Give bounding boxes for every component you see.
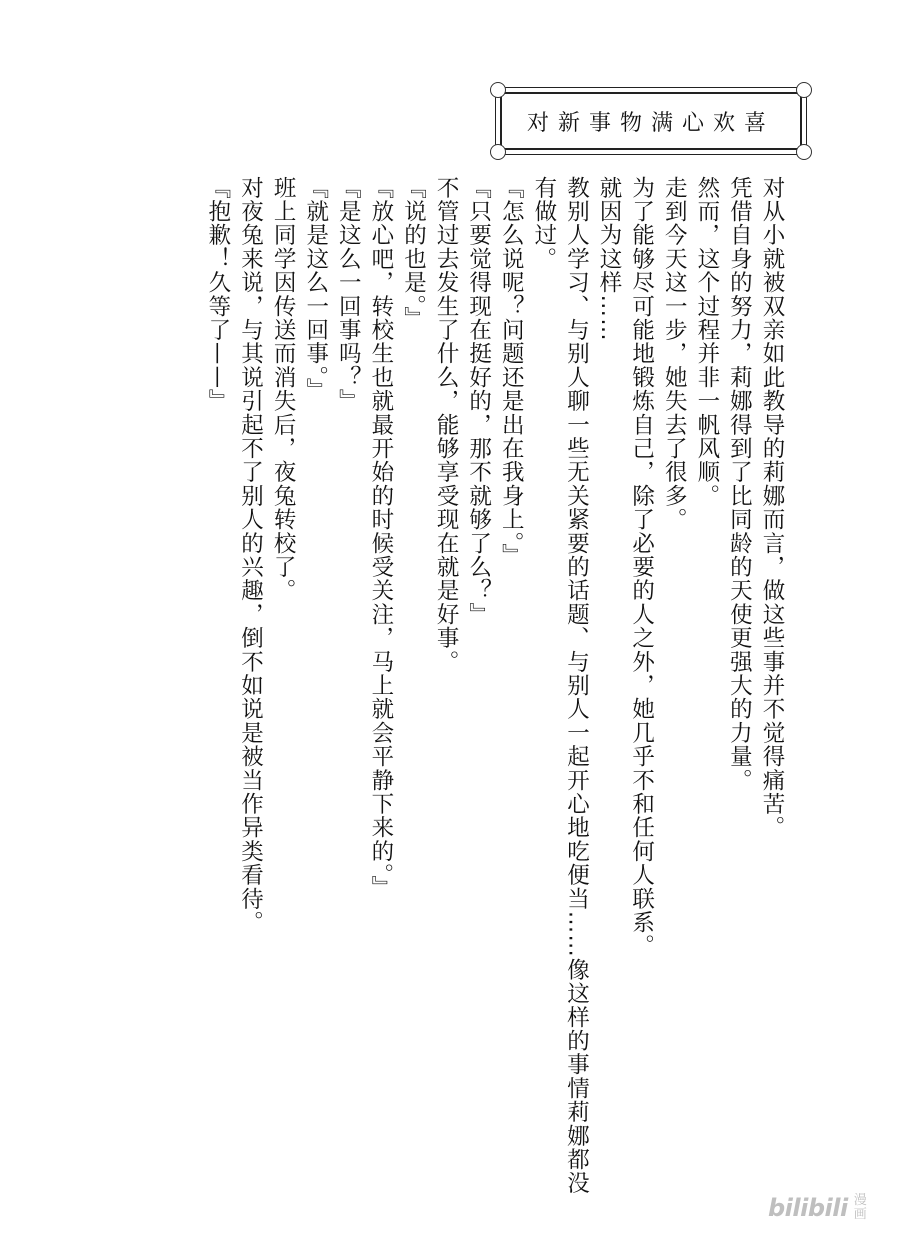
chapter-title: 对新事物满心欢喜 [526,110,775,136]
paragraph: 走到今天这一步，她失去了很多。 [661,176,688,532]
watermark-tag-top: 漫 [853,1193,867,1208]
body-text [201,176,788,1216]
paragraph: 『是这么一回事吗？』 [335,176,362,413]
watermark-tag-bottom: 画 [853,1207,867,1222]
paragraph: 然而，这个过程并非一帆风顺。 [693,176,720,508]
paragraph: 『就是这么一回事。』 [302,176,329,402]
paragraph: 『只要觉得现在挺好的，那不就够了么？』 [465,176,492,627]
vine-ornament-icon [490,82,506,98]
paragraph: 『说的也是。』 [400,176,427,331]
paragraph: 凭借自身的努力，莉娜得到了比同龄的天使更强大的力量。 [726,176,753,793]
paragraph: 对从小就被双亲如此教导的莉娜而言，做这些事并不觉得痛苦。 [759,176,785,840]
paragraph: 『抱歉！久等了——』 [204,176,231,413]
paragraph: 就因为这样…… [596,176,623,342]
paragraph: 为了能够尽可能地锻炼自己，除了必要的人之外，她几乎不和任何人联系。 [628,176,655,959]
watermark-brand: bilibili [768,1194,848,1222]
paragraph: 不管过去发生了什么，能够享受现在就是好事。 [433,176,460,674]
chapter-title-box [500,92,802,150]
paragraph: 『怎么说呢？问题还是出在我身上。』 [498,176,525,568]
vine-ornament-icon [490,144,506,160]
paragraph: 教别人学习、与别人聊一些无关紧要的话题、与别人一起开心地吃便当……像这样的事情莉娜都没有做过。 [530,176,590,1196]
paragraph: 班上同学因传送而消失后，夜兔转校了。 [270,176,297,603]
vine-ornament-icon [796,144,812,160]
paragraph: 『放心吧，转校生也就最开始的时候受关注，马上就会平静下来的。』 [367,176,394,900]
watermark [768,1188,878,1228]
watermark-tag [854,1194,867,1222]
paragraph: 对夜兔来说，与其说引起不了别人的兴趣，倒不如说是被当作异类看待。 [237,176,264,935]
vine-ornament-icon [796,82,812,98]
